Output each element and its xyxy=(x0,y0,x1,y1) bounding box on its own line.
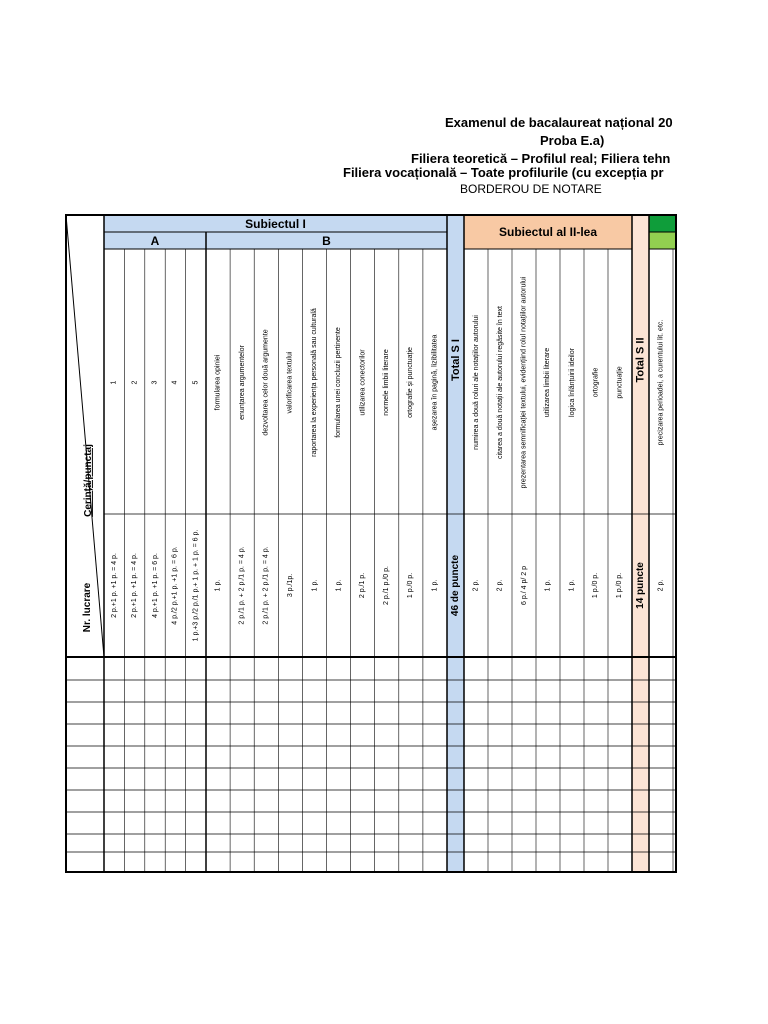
subject1-b-criterion-points: 1 p. xyxy=(431,579,439,592)
subject2-criterion-label: punctuație xyxy=(616,365,624,399)
subject1-b-criterion-points: 1 p. xyxy=(310,579,318,592)
subject1-b-criterion-label: normele limbii literare xyxy=(383,348,391,416)
total-s1-points: 46 de puncte xyxy=(450,554,462,616)
subject1-b-criterion-points: 2 p./1 p. + 2 p./1 p. = 4 p. xyxy=(238,546,246,625)
subject2-criterion-label: logica înlănțuirii ideilor xyxy=(568,347,576,417)
subject1-b-criterion-label: enunțarea argumentelor xyxy=(238,344,246,420)
subject2-title: Subiectul al II-lea xyxy=(498,225,598,239)
subject2-criterion-points: 1 p./0 p. xyxy=(592,572,600,599)
subject1-a-criterion-label: 4 xyxy=(171,380,179,384)
subject1-b-criterion-points: 1 p./0 p. xyxy=(407,572,415,599)
title-line-4: Filiera vocațională – Toate profilurile (cu excepția pr xyxy=(343,165,664,180)
subject1-title: Subiectul I xyxy=(245,216,306,231)
subject2-criterion-points: 1 p. xyxy=(568,579,576,592)
title-line-5: BORDEROU DE NOTARE xyxy=(460,182,602,196)
subject1-a-criterion-points: 4 p.+1 p. +1 p. = 6 p. xyxy=(151,553,159,618)
subject1-b-criterion-label: formularea opiniei xyxy=(214,354,222,410)
subject3-header-dark xyxy=(649,215,676,232)
total-s2-points: 14 puncte xyxy=(635,561,646,609)
subject1-a-criterion-points: 2 p.+1 p. +1 p. = 4 p. xyxy=(131,553,139,618)
corner-cerinta-label: Cerință/punctaj xyxy=(82,443,94,517)
subject1-b-criterion-label: dezvoltarea celor două argumente xyxy=(262,328,270,436)
subject1-a-criterion-points: 2 p.+1 p. +1 p. = 4 p. xyxy=(110,553,118,618)
subject1-b-criterion-label: formularea unei concluzii pertinente xyxy=(335,326,343,438)
subject2-criterion-points: 2 p. xyxy=(472,579,480,592)
subject1-a-criterion-label: 3 xyxy=(151,380,159,384)
subject3-header-light xyxy=(649,232,676,249)
subject1-b-criterion-points: 1 p. xyxy=(214,579,222,592)
subject2-criterion-label: numirea a două roluri ale notațiilor autorului xyxy=(472,314,480,450)
subject2-criterion-label: citarea a două notații ale autorului regăsite în text xyxy=(496,305,504,459)
subject1-b-criterion-points: 2 p./1 p. xyxy=(359,572,367,599)
subject2-criterion-label: ortografie xyxy=(592,367,600,397)
subject1-b-criterion-label: raportarea la experiența personală sau culturală xyxy=(310,307,318,457)
subject2-criterion-label: prezentarea semnificației textului, evidențiind rolul notațiilor autorului xyxy=(520,276,528,488)
section-a-label: A xyxy=(150,233,160,248)
subject1-b-criterion-points: 2 p./1 p. + 2 p./1 p. = 4 p. xyxy=(262,546,270,625)
title-line-2: Proba E.a) xyxy=(540,133,605,148)
corner-nr-lucrare-label: Nr. lucrare xyxy=(82,582,94,633)
subject1-b-criterion-points: 3 p./1p. xyxy=(286,573,294,598)
subject2-criterion-label: utilizarea limbii literare xyxy=(544,347,552,417)
subject1-b-criterion-label: ortografie și punctuație xyxy=(407,346,415,418)
subject3-criterion-points: 2 p. xyxy=(657,579,665,592)
subject1-b-criterion-label: utilizarea conectorilor xyxy=(359,348,367,416)
subject1-b-criterion-label: așezarea în pagină, lizibilitatea xyxy=(431,334,439,430)
subject2-criterion-points: 1 p./0 p. xyxy=(616,572,624,599)
subject1-a-criterion-label: 2 xyxy=(131,380,139,384)
subject1-b-criterion-label: valorificarea textului xyxy=(286,351,294,413)
subject2-criterion-points: 6 p./ 4 p/ 2 p xyxy=(520,566,528,605)
subject1-b-criterion-points: 2 p./1 p./0 p. xyxy=(383,566,391,605)
subject2-criterion-points: 2 p. xyxy=(496,579,504,592)
title-line-1: Examenul de bacalaureat național 20 xyxy=(445,115,673,130)
subject1-a-criterion-label: 5 xyxy=(192,380,200,384)
total-s1-label: Total S I xyxy=(449,339,462,381)
title-line-3: Filiera teoretică – Profilul real; Filiera tehn xyxy=(411,151,671,166)
subject1-a-criterion-points: 1 p.+3 p./2 p./1 p.+ 1 p. + 1 p. = 6 p. xyxy=(192,529,200,642)
subject2-criterion-points: 1 p. xyxy=(544,579,552,592)
subject1-b-criterion-points: 1 p. xyxy=(335,579,343,592)
total-s2-label: Total S II xyxy=(634,337,647,383)
section-b-label: B xyxy=(322,233,331,248)
subject1-a-criterion-label: 1 xyxy=(110,380,118,384)
subject1-a-criterion-points: 4 p./2 p.+1 p. +1 p. = 6 p. xyxy=(171,546,179,625)
subject3-criterion-label: precizarea perioadei, a curentului lit. etc. xyxy=(657,319,665,445)
